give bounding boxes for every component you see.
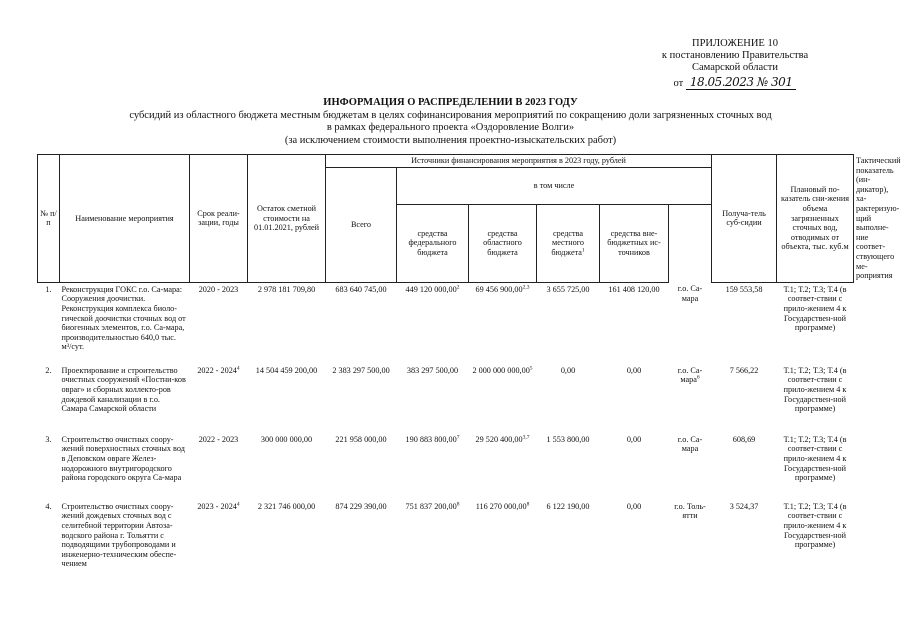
cell-tactical: Т.1; Т.2; Т.3; Т.4 (в соответ-ствии с прило-жением 4 к Государствен-ной программе): [783, 365, 847, 414]
handwritten-date-number: 18.05.2023 № 301: [686, 75, 797, 90]
col-num: № п/п: [38, 155, 60, 283]
cell-total: 874 229 390,00: [335, 501, 387, 511]
col-local: средства местного бюджета$^1$: [537, 204, 600, 282]
col-recipient: Получа-тель суб-сидии: [712, 155, 777, 283]
cell-regional: 116 270 000,00$^8$: [475, 500, 530, 511]
cell-local: 1 553 800,00: [546, 434, 590, 444]
cell-local: 6 122 190,00: [546, 501, 590, 511]
col-sources: Источники финансирования мероприятия в 2023 году, рублей: [326, 155, 712, 168]
cell-tactical: Т.1; Т.2; Т.3; Т.4 (в соответ-ствии с прило-жением 4 к Государствен-ной программе): [783, 284, 847, 333]
cell-total: 221 958 000,00: [335, 434, 387, 444]
col-federal: средства федерального бюджета: [397, 204, 469, 282]
col-balance: Остаток сметной стоимости на 01.01.2021, рублей: [248, 155, 326, 283]
cell-num: 2.: [45, 365, 52, 375]
cell-balance: 2 321 746 000,00: [257, 501, 316, 511]
cell-regional: 29 520 400,00$^{3,7}$: [475, 433, 530, 444]
document-header: [0, 97, 901, 147]
col-extra: средства вне-бюджетных ис-точников: [600, 204, 669, 282]
cell-planned: 608,69: [732, 434, 756, 444]
col-planned: Плановый по-казатель сни-жения объема загрязненных сточных вод, отводимых от объекта, тыс. куб.м: [777, 155, 854, 283]
col-including: в том числе: [397, 167, 712, 204]
cell-balance: 300 000 000,00: [260, 434, 313, 444]
table-row: [38, 282, 854, 364]
cell-regional: 2 000 000 000,00$^5$: [472, 364, 533, 375]
appendix-date-line: [674, 76, 797, 90]
cell-recipient: г.о. Са-мара: [677, 434, 703, 454]
cell-federal: 449 120 000,00$^2$: [405, 283, 460, 294]
cell-tactical: Т.1; Т.2; Т.3; Т.4 (в соответ-ствии с прило-жением 4 к Государствен-ной программе): [783, 501, 847, 550]
cell-name: Реконструкция ГОКС г.о. Са-мара: Сооружения доочистки. Реконструкция комплекса биоло-гической доочистки сточных вод от биогенных элементов, г.о. Са-мара, производительностью 640,0 тыс. м³/сут.: [61, 284, 186, 352]
cell-recipient: г.о. Толь-ятти: [674, 501, 706, 521]
cell-local: 0,00: [560, 365, 576, 375]
document-title: ИНФОРМАЦИЯ О РАСПРЕДЕЛЕНИИ В 2023 ГОДУ: [323, 97, 578, 108]
document-project-line: в рамках федерального проекта «Оздоровление Волги»: [326, 122, 575, 133]
distribution-table: № п/п Наименование мероприятия Срок реали-зации, годы Остаток сметной стоимости на 01.01.2021, рублей Источники финансирования мероприятия в 2023 году, рублей Получа-тель суб-сидии Плановый по-казатель сни-жения объема загрязненных сточных вод, отводимых от объекта, тыс. куб.м Тактический показатель (ин-дикатор), ха-рактеризую-щий выполне-ние соответ-ствующего ме-роприятия Всего в том числе средства федерального бюджета средства областного бюджета средства местного бюджета$^1$ средства вне-бюджетных ис-точников 1. Реконструкция ГОКС г.о. Са-мара: Сооружения доочистки. Реконструкция комплекса биоло-гической доочистки сточных вод от биогенных элементов, г.о. Са-мара, производительностью 640,0 тыс. м³/сут. 2020 - 2023 2 978 181 709,80 683 640 745,00 449 120 000,00$^2$ 69 456 900,00$^{2,3}$ 3 655 725,00 161 408 120,00 г.о. Са-мара 159 553,58 Т.1; Т.2; Т.3; Т.4 (в соответ-ствии с прило-жением 4 к Государствен-ной программе) 2. Проектирование и строительство очистных сооружений «Постни-ков овраг» и сборных коллекто-ров дождевой канализации в г.о. Самара Самарской области 2022 - 2024$^4$ 14 504 459 200,00 2 383 297 500,00 383 297 500,00 2 000 000 000,00$^5$ 0,00 0,00 г.о. Са-мара$^6$ 7 566,22 Т.1; Т.2; Т.3; Т.4 (в соответ-ствии с прило-жением 4 к Государствен-ной программе) 3. Строительство очистных соору-жений поверхностных сточных вод в Деповском овраге Желез-нодорожного внутригородского района городского округа Са-мара 2022 - 2023 300 000 000,00 221 958 000,00 190 883 800,00$^7$ 29 520 400,00$^{3,7}$ 1 553 800,00 0,00 г.о. Са-мара 608,69 Т.1; Т.2; Т.3; Т.4 (в соответ-ствии с прило-жением 4 к Государствен-ной программе) 4. Строительство очистных соору-жений дождевых сточных вод с селитебной территории Автоза-водского района г. Тольятти с подводящими трубопроводами и инженерно-техническим обеспе-чением 2023 - 2024$^4$ 2 321 746 000,00 874 229 390,00 751 837 200,00$^8$ 116 270 000,00$^8$ 6 122 190,00 0,00 г.о. Толь-ятти 3 524,37 Т.1; Т.2; Т.3; Т.4 (в соответ-ствии с прило-жением 4 к Государствен-ной программе): [37, 154, 854, 580]
cell-num: 1.: [45, 284, 52, 294]
col-regional: средства областного бюджета: [469, 204, 537, 282]
cell-recipient: г.о. Са-мара: [677, 284, 703, 303]
cell-term: 2020 - 2023: [198, 284, 239, 294]
col-name: Наименование мероприятия: [60, 155, 190, 283]
table-row: [38, 500, 854, 580]
table-row: [38, 364, 854, 433]
document-subtitle: субсидий из областного бюджета местным бюджетам в целях софинансирования мероприятий по сокращению доли загрязненных сточных вод: [129, 109, 772, 121]
cell-term: 2022 - 2024$^4$: [197, 364, 240, 375]
cell-extra: 0,00: [626, 365, 642, 375]
cell-local: 3 655 725,00: [546, 284, 590, 294]
cell-federal: 190 883 800,00$^7$: [405, 433, 460, 444]
cell-total: 683 640 745,00: [335, 284, 387, 294]
cell-num: 3.: [45, 434, 52, 444]
cell-term: 2022 - 2023: [198, 434, 239, 444]
cell-name: Проектирование и строительство очистных сооружений «Постни-ков овраг» и сборных коллекто-ров дождевой канализации в г.о. Самара Самарской области: [61, 365, 186, 414]
cell-planned: 159 553,58: [725, 284, 763, 294]
cell-total: 2 383 297 500,00: [332, 365, 390, 375]
cell-name: Строительство очистных соору-жений поверхностных сточных вод в Деповском овраге Желез-нодорожного внутригородского района городского округа Са-мара: [61, 434, 185, 483]
cell-extra: 0,00: [626, 434, 642, 444]
cell-planned: 3 524,37: [729, 501, 759, 511]
cell-balance: 14 504 459 200,00: [255, 365, 318, 375]
cell-federal: 383 297 500,00: [406, 365, 459, 375]
document-note-line: (за исключением стоимости выполнения проектно-изыскательских работ): [284, 134, 617, 146]
cell-term: 2023 - 2024$^4$: [197, 500, 240, 511]
appendix-title: ПРИЛОЖЕНИЕ 10: [692, 38, 778, 49]
col-total: Всего: [326, 167, 397, 282]
appendix-decree: к постановлению Правительства: [661, 50, 809, 61]
cell-extra: 0,00: [626, 501, 642, 511]
cell-federal: 751 837 200,00$^8$: [405, 500, 460, 511]
cell-balance: 2 978 181 709,80: [257, 284, 316, 294]
cell-regional: 69 456 900,00$^{2,3}$: [475, 283, 530, 294]
table-row: [38, 433, 854, 500]
cell-tactical: Т.1; Т.2; Т.3; Т.4 (в соответ-ствии с прило-жением 4 к Государствен-ной программе): [783, 434, 847, 483]
cell-recipient: г.о. Са-мара$^6$: [677, 365, 703, 385]
col-term: Срок реали-зации, годы: [190, 155, 248, 283]
appendix-block: [640, 38, 830, 90]
cell-extra: 161 408 120,00: [608, 284, 660, 294]
cell-planned: 7 566,22: [729, 365, 759, 375]
appendix-region: Самарской области: [692, 62, 778, 73]
cell-name: Строительство очистных соору-жений дождевых сточных вод с селитебной территории Автоза-водского района г. Тольятти с подводящими трубопроводами и инженерно-техническим обеспе-чением: [61, 501, 177, 569]
appendix-from-label: от: [673, 78, 684, 89]
cell-num: 4.: [45, 501, 52, 511]
